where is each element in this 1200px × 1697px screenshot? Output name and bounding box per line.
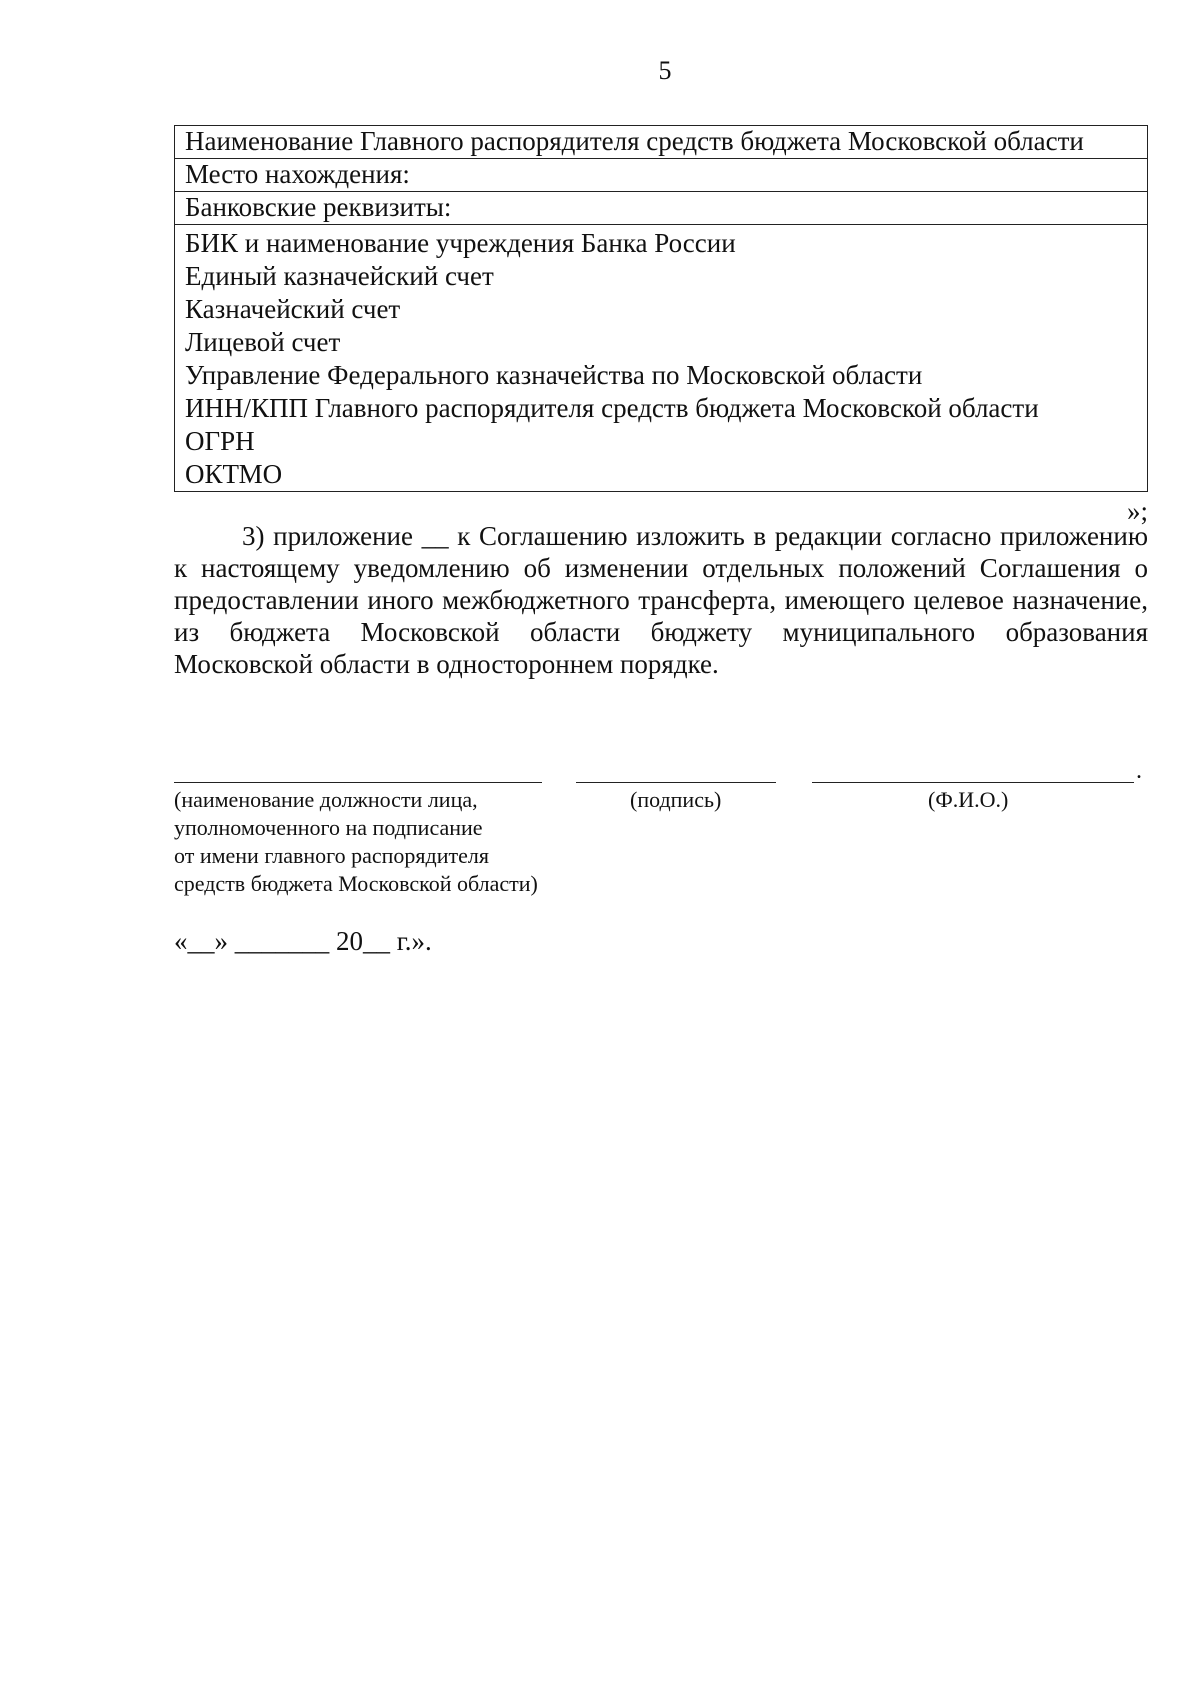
signature-position-caption (174, 786, 538, 898)
signature-name-caption: (Ф.И.О.) (928, 787, 1009, 812)
caption-line: (наименование должности лица, (174, 787, 478, 812)
list-item: Управление Федерального казначейства по Московской области (185, 360, 923, 390)
body-paragraph: 3) приложение __ к Соглашению изложить в редакции согласно приложению к настоящему уведомлению об изменении отдельных положений Соглашения о предоставлении иного межбюджетного трансферта, имеющего целевое назначение, из бюджета Московской области бюджету муниципального образования Московской области в одностороннем порядке. (174, 521, 1148, 679)
date-line: «__» _______ 20__ г.». (174, 926, 432, 956)
signature-sign-caption: (подпись) (630, 787, 722, 812)
list-item: Казначейский счет (185, 294, 401, 324)
signature-name-line (812, 782, 1134, 783)
details-table (174, 125, 1148, 492)
list-item: БИК и наименование учреждения Банка России (185, 228, 736, 258)
caption-line: от имени главного распорядителя (174, 843, 489, 868)
table-row-main-distributor: Наименование Главного распорядителя средств бюджета Московской области (175, 126, 1147, 159)
list-item: ОКТМО (185, 459, 283, 489)
list-item: Лицевой счет (185, 327, 341, 357)
list-item: ОГРН (185, 426, 255, 456)
list-item: Единый казначейский счет (185, 261, 494, 291)
table-row-location: Место нахождения: (175, 159, 1147, 192)
signature-sign-line (576, 782, 776, 783)
page-number: 5 (658, 56, 672, 85)
caption-line: уполномоченного на подписание (174, 815, 483, 840)
signature-position-line (174, 782, 542, 783)
signature-trailing-period: . (1136, 758, 1142, 784)
table-row-bank-details: Банковские реквизиты: (175, 192, 1147, 225)
list-item: ИНН/КПП Главного распорядителя средств бюджета Московской области (185, 393, 1039, 423)
table-details-list (175, 225, 1147, 491)
closing-quote: »; (1126, 496, 1148, 526)
caption-line: средств бюджета Московской области) (174, 871, 538, 896)
